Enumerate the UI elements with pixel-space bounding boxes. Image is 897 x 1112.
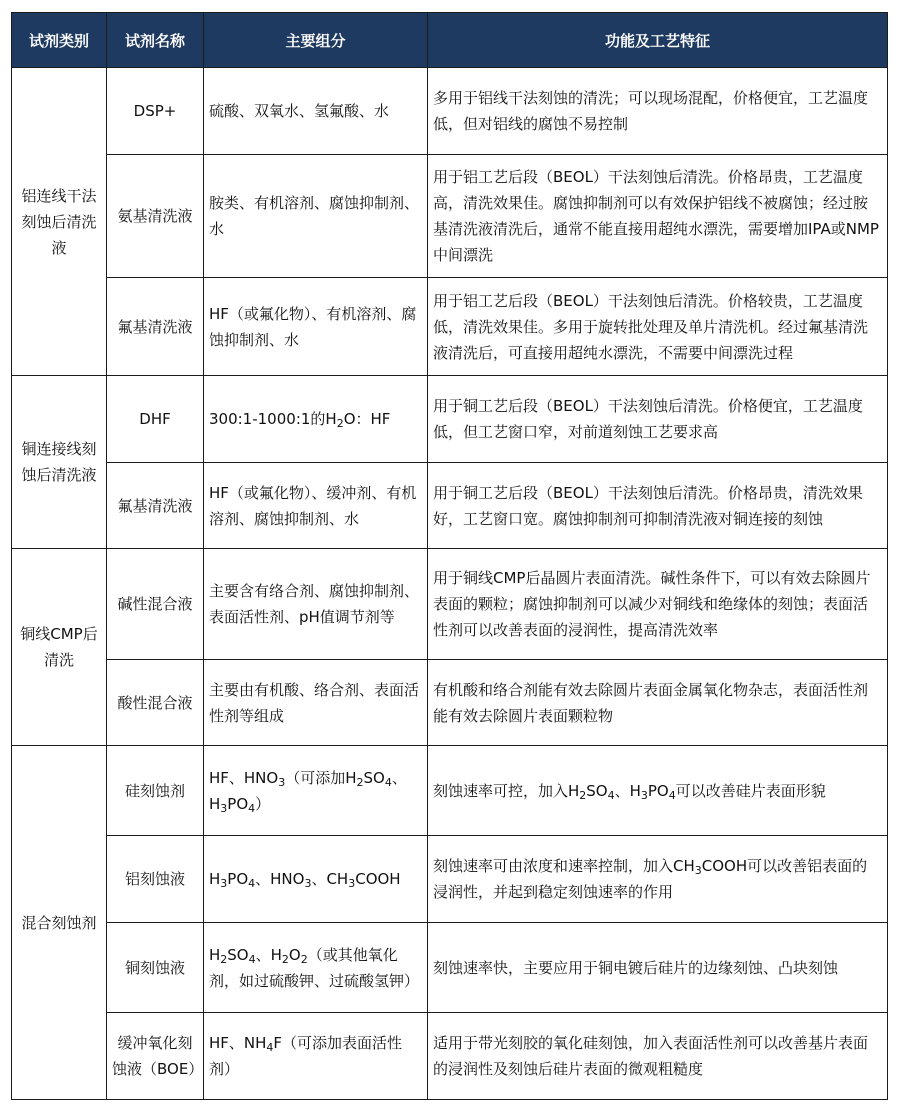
reagent-name-cell: 铜刻蚀液: [107, 923, 204, 1013]
reagent-name-cell: 氟基清洗液: [107, 463, 204, 549]
function-cell: 多用于铝线干法刻蚀的清洗；可以现场混配，价格便宜，工艺温度低，但对铝线的腐蚀不易控制: [428, 68, 888, 155]
function-cell: 用于铜线CMP后晶圆片表面清洗。碱性条件下，可以有效去除圆片表面的颗粒；腐蚀抑制剂可以减少对铜线和绝缘体的刻蚀；表面活性剂可以改善表面的浸润性，提高清洗效率: [428, 549, 888, 660]
table-row: [12, 660, 888, 746]
function-cell: 刻蚀速率可控，加入$H_2SO_4$、$H_3PO_4$可以改善硅片表面形貌: [428, 746, 888, 836]
components-cell: HF（或氟化物）、缓冲剂、有机溶剂、腐蚀抑制剂、水: [204, 463, 428, 549]
table-row: [12, 836, 888, 923]
category-cell: 铜连接线刻蚀后清洗液: [12, 376, 107, 549]
table-row: [12, 155, 888, 278]
reagent-name-cell: 氨基清洗液: [107, 155, 204, 278]
header-function: 功能及工艺特征: [428, 13, 888, 68]
table-row: [12, 923, 888, 1013]
function-cell: 有机酸和络合剂能有效去除圆片表面金属氧化物杂志，表面活性剂能有效去除圆片表面颗粒物: [428, 660, 888, 746]
table-row: [12, 278, 888, 376]
table-header-row: [12, 13, 888, 68]
function-cell: 用于铜工艺后段（BEOL）干法刻蚀后清洗。价格便宜，工艺温度低，但工艺窗口窄，对前道刻蚀工艺要求高: [428, 376, 888, 463]
components-cell: HF、$NH_4F$（可添加表面活性剂）: [204, 1013, 428, 1100]
reagent-name-cell: 缓冲氧化刻蚀液（BOE）: [107, 1013, 204, 1100]
components-cell: HF、$HNO_3$（可添加$H_2SO_4$、$H_3PO_4$）: [204, 746, 428, 836]
function-cell: 刻蚀速率可由浓度和速率控制，加入$CH_3COOH$可以改善铝表面的浸润性，并起到稳定刻蚀速率的作用: [428, 836, 888, 923]
reagent-table: [11, 12, 888, 1100]
reagent-name-cell: 碱性混合液: [107, 549, 204, 660]
header-category: 试剂类别: [12, 13, 107, 68]
function-cell: 用于铝工艺后段（BEOL）干法刻蚀后清洗。价格昂贵，工艺温度高，清洗效果佳。腐蚀抑制剂可以有效保护铝线不被腐蚀；经过胺基清洗液清洗后，通常不能直接用超纯水漂洗，需要增加IPA或NMP中间漂洗: [428, 155, 888, 278]
table-row: [12, 376, 888, 463]
components-cell: HF（或氟化物）、有机溶剂、腐蚀抑制剂、水: [204, 278, 428, 376]
table-row: [12, 549, 888, 660]
reagent-name-cell: 硅刻蚀剂: [107, 746, 204, 836]
function-cell: 适用于带光刻胶的氧化硅刻蚀，加入表面活性剂可以改善基片表面的浸润性及刻蚀后硅片表面的微观粗糙度: [428, 1013, 888, 1100]
header-name: 试剂名称: [107, 13, 204, 68]
reagent-name-cell: 铝刻蚀液: [107, 836, 204, 923]
components-cell: 胺类、有机溶剂、腐蚀抑制剂、水: [204, 155, 428, 278]
reagent-name-cell: DSP+: [107, 68, 204, 155]
reagent-name-cell: DHF: [107, 376, 204, 463]
category-cell: 铜线CMP后清洗: [12, 549, 107, 746]
function-cell: 用于铜工艺后段（BEOL）干法刻蚀后清洗。价格昂贵，清洗效果好，工艺窗口宽。腐蚀抑制剂可抑制清洗液对铜连接的刻蚀: [428, 463, 888, 549]
header-components: 主要组分: [204, 13, 428, 68]
reagent-name-cell: 氟基清洗液: [107, 278, 204, 376]
table-row: [12, 463, 888, 549]
table-row: [12, 1013, 888, 1100]
components-cell: 硫酸、双氧水、氢氟酸、水: [204, 68, 428, 155]
components-cell: 主要含有络合剂、腐蚀抑制剂、表面活性剂、pH值调节剂等: [204, 549, 428, 660]
components-cell: $H_3PO_4$、$HNO_3$、$CH_3COOH$: [204, 836, 428, 923]
table-row: [12, 68, 888, 155]
function-cell: 刻蚀速率快，主要应用于铜电镀后硅片的边缘刻蚀、凸块刻蚀: [428, 923, 888, 1013]
components-cell: 300:1-1000:1的$H_2O$：HF: [204, 376, 428, 463]
reagent-name-cell: 酸性混合液: [107, 660, 204, 746]
components-cell: $H_2SO_4$、$H_2O_2$（或其他氧化剂，如过硫酸钾、过硫酸氢钾）: [204, 923, 428, 1013]
components-cell: 主要由有机酸、络合剂、表面活性剂等组成: [204, 660, 428, 746]
category-cell: 铝连线干法刻蚀后清洗液: [12, 68, 107, 376]
category-cell: 混合刻蚀剂: [12, 746, 107, 1100]
function-cell: 用于铝工艺后段（BEOL）干法刻蚀后清洗。价格较贵，工艺温度低，清洗效果佳。多用于旋转批处理及单片清洗机。经过氟基清洗液清洗后，可直接用超纯水漂洗，不需要中间漂洗过程: [428, 278, 888, 376]
table-row: [12, 746, 888, 836]
